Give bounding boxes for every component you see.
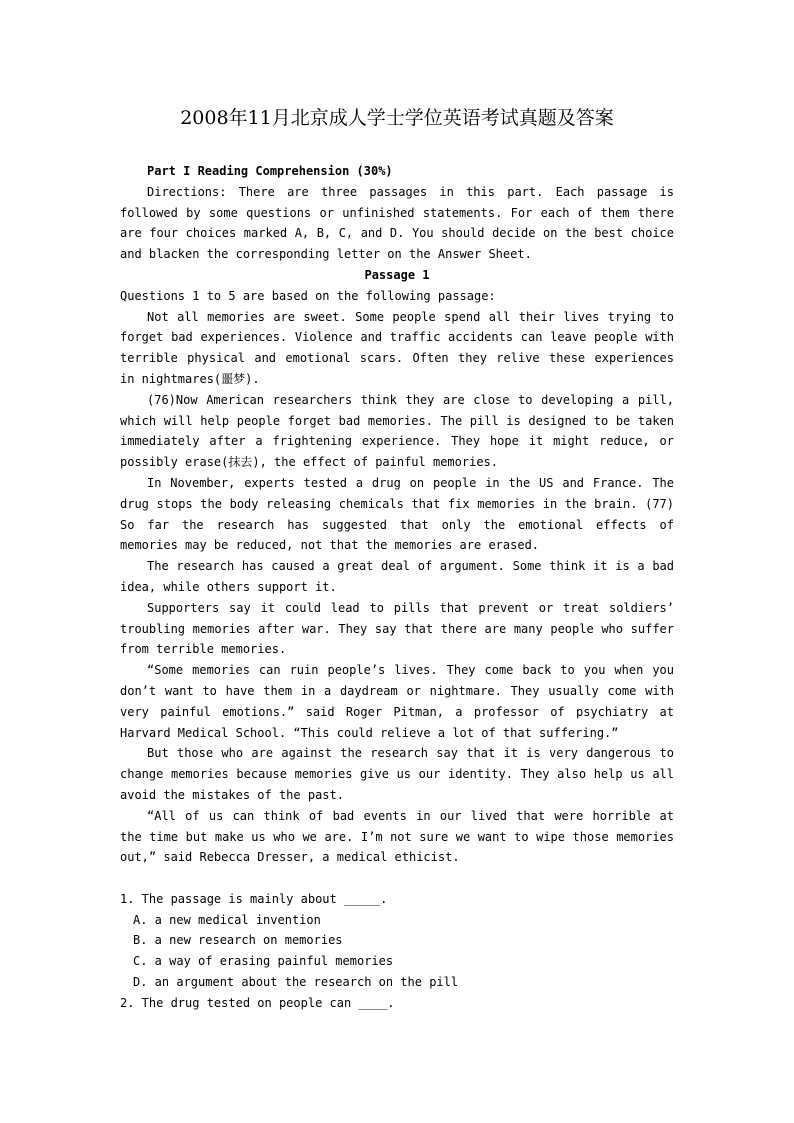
question-stem: 1. The passage is mainly about _____. bbox=[120, 891, 388, 906]
part-heading: Part I Reading Comprehension (30%) bbox=[147, 164, 393, 178]
question-option: B. a new research on memories bbox=[133, 933, 343, 948]
paragraph: In November, experts tested a drug on people in the US and France. The drug stops the body releasing chemicals that fix memories in the brain. (77) So far the research has suggested that only the emotional effects of memories may be reduced, not that the memories are erased. bbox=[120, 475, 674, 553]
question-option: A. a new medical invention bbox=[133, 912, 321, 927]
question-stem: 2. The drug tested on people can ____. bbox=[120, 995, 395, 1010]
document-body bbox=[120, 161, 674, 1014]
directions-text: Directions: There are three passages in this part. Each passage is followed by some questions or unfinished statements. For each of them there are four choices marked A, B, C, and D. You should decide on the best choice and blacken the corresponding letter on the Answer Sheet. bbox=[120, 184, 674, 262]
paragraph: “Some memories can ruin people’s lives. They come back to you when you don’t want to have them in a daydream or nightmare. They usually come with very painful emotions.” said Roger Pitman, a professor of psychiatry at Harvard Medical School. “This could relieve a lot of that suffering.” bbox=[120, 663, 674, 740]
questions-intro: Questions 1 to 5 are based on the following passage: bbox=[120, 288, 496, 303]
paragraph: “All of us can think of bad events in our lived that were horrible at the time but make us who we are. I’m not sure we want to wipe those memories out,” said Rebecca Dresser, a medical ethicist. bbox=[120, 808, 674, 865]
question-option: D. an argument about the research on the pill bbox=[133, 975, 459, 990]
paragraph: (76)Now American researchers think they are close to developing a pill, which will help people forget bad memories. The pill is designed to be taken immediately after a frightening experience. They hope it might reduce, or possibly erase(抹去), the effect of painful memories. bbox=[120, 392, 674, 470]
paragraph: The research has caused a great deal of argument. Some think it is a bad idea, while others support it. bbox=[120, 559, 674, 594]
paragraph: Not all memories are sweet. Some people spend all their lives trying to forget bad experiences. Violence and traffic accidents can leave people with terrible physical and emotional scars. Often they relive these experiences in nightmares(噩梦). bbox=[120, 309, 674, 386]
passage-heading: Passage 1 bbox=[364, 267, 430, 282]
question-option: C. a way of erasing painful memories bbox=[133, 954, 394, 969]
paragraph: Supporters say it could lead to pills that prevent or treat soldiers’ troubling memories after war. They say that there are many people who suffer from terrible memories. bbox=[120, 600, 674, 657]
document-title: 2008年11月北京成人学士学位英语考试真题及答案 bbox=[180, 107, 614, 129]
paragraph: But those who are against the research say that it is very dangerous to change memories because memories give us our identity. They also help us all avoid the mistakes of the past. bbox=[120, 746, 674, 802]
spacer bbox=[120, 868, 674, 889]
